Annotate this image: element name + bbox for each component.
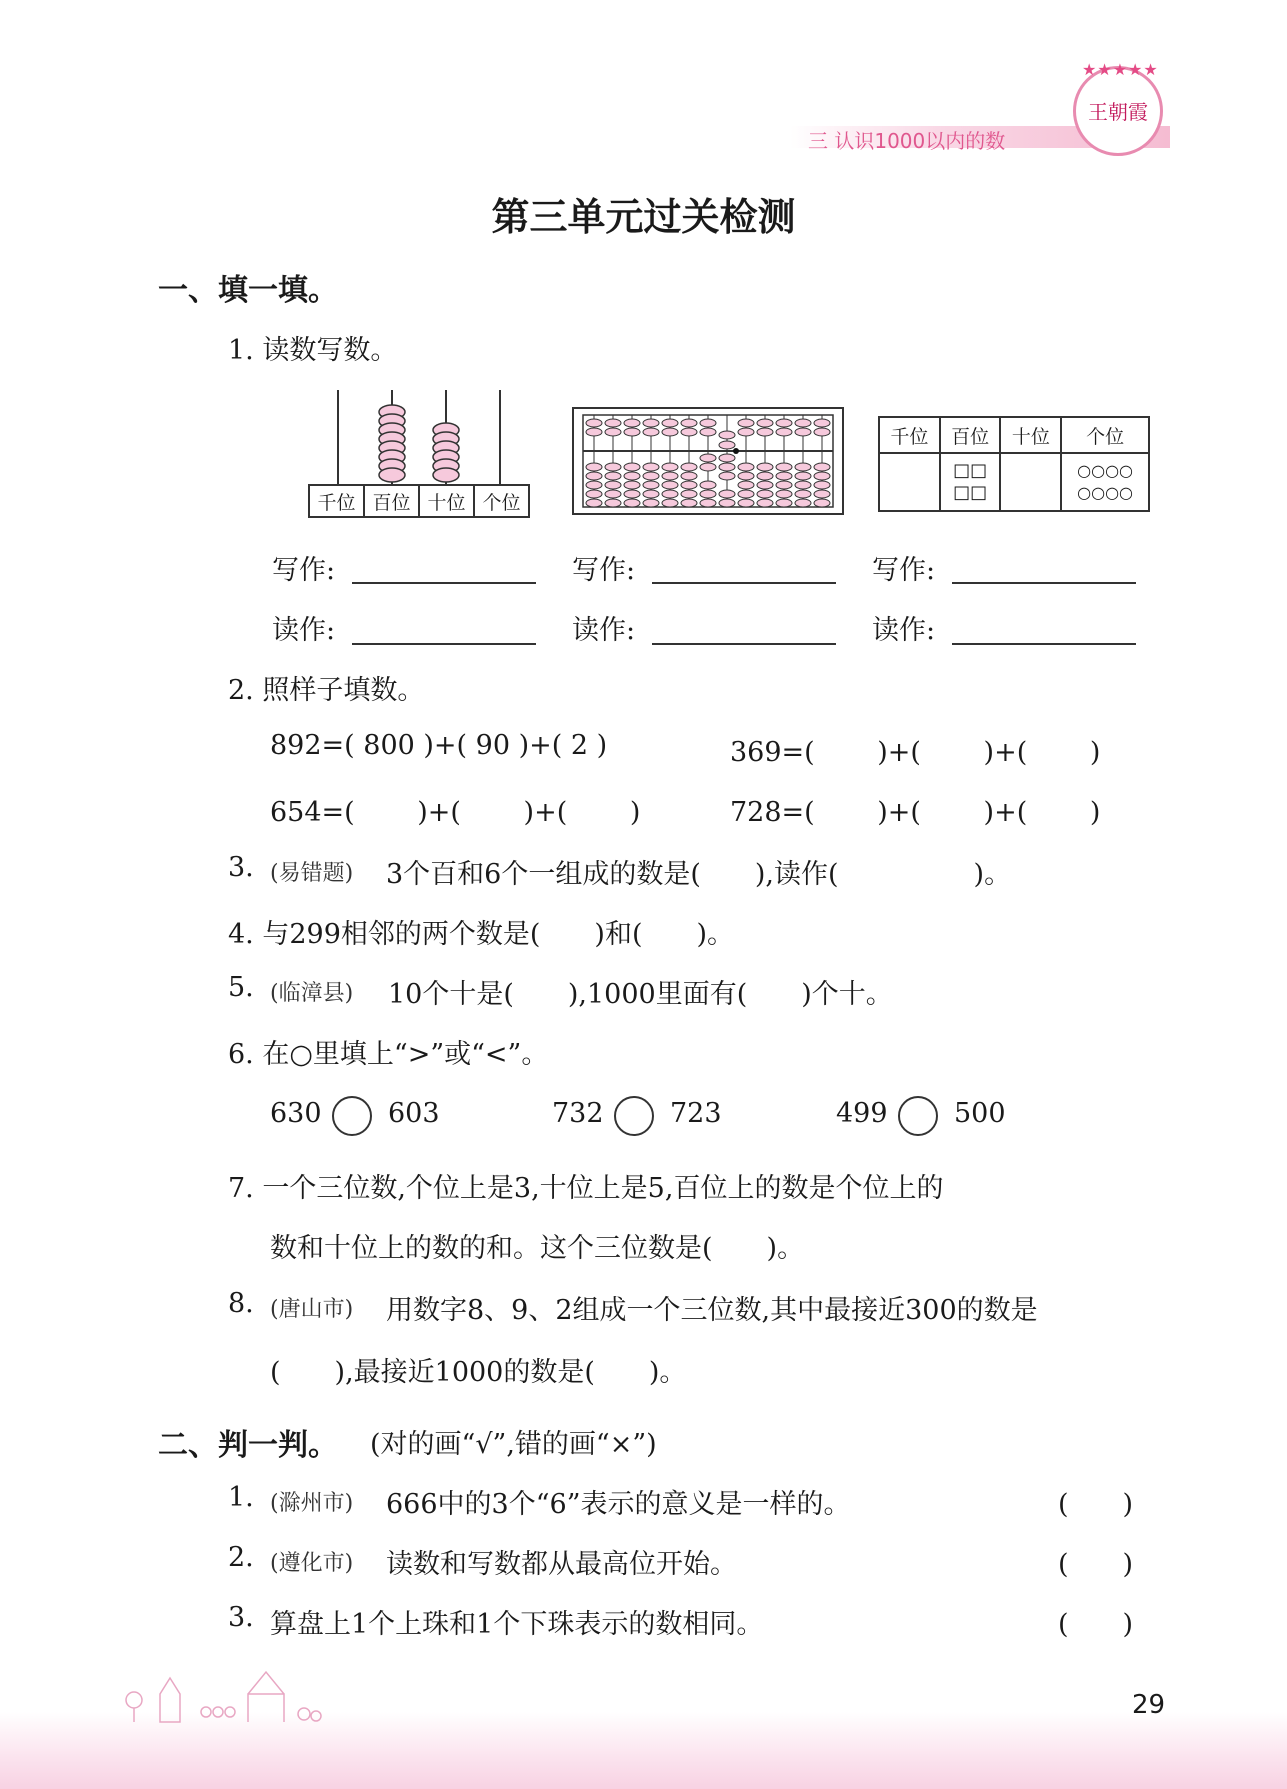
- abacus-upper-bead: [605, 419, 621, 427]
- q3-number: 3.: [228, 852, 254, 883]
- abacus-upper-bead: [643, 428, 659, 436]
- abacus-lower-bead: [624, 490, 640, 498]
- abacus-lower-bead: [738, 472, 754, 480]
- abacus-lower-bead: [738, 499, 754, 507]
- pv-header-tens: 十位: [1000, 417, 1061, 453]
- label-ones: 个位: [474, 485, 529, 517]
- abacus-lower-bead: [776, 463, 792, 471]
- abacus-upper-bead: [681, 419, 697, 427]
- abacus-lower-bead: [681, 499, 697, 507]
- q1-label: 1. 读数写数。: [228, 335, 398, 366]
- abacus-lower-bead: [643, 490, 659, 498]
- logo-stars: ★★★★★: [1082, 60, 1159, 79]
- abacus-upper-bead: [643, 419, 659, 427]
- abacus-upper-bead: [681, 428, 697, 436]
- label-thousands: 千位: [309, 485, 364, 517]
- compare-circle-1[interactable]: [332, 1096, 372, 1136]
- judge-2-text: 读数和写数都从最高位开始。: [386, 1549, 737, 1580]
- abacus-lower-bead: [814, 490, 830, 498]
- abacus-lower-bead: [700, 481, 716, 489]
- abacus-lower-bead: [586, 463, 602, 471]
- q8-line2[interactable]: ( ),最接近1000的数是( )。: [270, 1357, 687, 1388]
- section2-instruction: (对的画“√”,错的画“×”): [370, 1429, 657, 1460]
- abacus-lower-bead: [795, 472, 811, 480]
- abacus-lower-bead: [719, 463, 735, 471]
- label-hundreds: 百位: [364, 485, 419, 517]
- judge-1-answer[interactable]: ( ): [1058, 1489, 1134, 1520]
- abacus-upper-bead: [795, 419, 811, 427]
- abacus-lower-bead: [586, 481, 602, 489]
- abacus-lower-bead: [605, 472, 621, 480]
- abacus-lower-bead: [795, 481, 811, 489]
- abacus-lower-bead: [757, 481, 773, 489]
- footer-decoration: [120, 1664, 340, 1724]
- label-tens: 十位: [419, 485, 474, 517]
- abacus-lower-bead: [586, 499, 602, 507]
- q2-line-369[interactable]: 369=( )+( )+( ): [730, 737, 1101, 768]
- abacus-upper-bead: [795, 428, 811, 436]
- abacus-lower-bead: [738, 490, 754, 498]
- judge-2-tag: (遵化市): [270, 1551, 354, 1576]
- q2-label: 2. 照样子填数。: [228, 675, 425, 706]
- abacus-lower-bead: [624, 463, 640, 471]
- judge-1-tag: (滁州市): [270, 1491, 354, 1516]
- compare-2-right: 723: [670, 1098, 722, 1129]
- q2-line-654[interactable]: 654=( )+( )+( ): [270, 797, 641, 828]
- abacus-lower-bead: [681, 463, 697, 471]
- abacus-lower-bead: [624, 481, 640, 489]
- abacus-lower-bead: [643, 463, 659, 471]
- counting-frame-labels: [308, 484, 530, 518]
- page-title: 第三单元过关检测: [491, 195, 796, 239]
- abacus-lower-bead: [776, 481, 792, 489]
- abacus-lower-bead: [814, 472, 830, 480]
- abacus-upper-bead: [662, 428, 678, 436]
- abacus-lower-bead: [681, 481, 697, 489]
- abacus-lower-bead: [795, 490, 811, 498]
- abacus-upper-bead: [776, 428, 792, 436]
- abacus-lower-bead: [719, 490, 735, 498]
- q7-line1: 7. 一个三位数,个位上是3,十位上是5,百位上的数是个位上的: [228, 1173, 944, 1204]
- judge-3-answer[interactable]: ( ): [1058, 1609, 1134, 1640]
- read-label-2: 读作:: [572, 615, 636, 646]
- judge-3-number: 3.: [228, 1602, 254, 1633]
- abacus-lower-bead: [605, 463, 621, 471]
- abacus-lower-bead: [662, 481, 678, 489]
- abacus-lower-bead: [738, 463, 754, 471]
- write-blank-2[interactable]: [652, 582, 836, 584]
- write-blank-3[interactable]: [952, 582, 1136, 584]
- q5-tag: (临漳县): [270, 981, 354, 1006]
- abacus-lower-bead: [776, 499, 792, 507]
- section1-heading: 一、填一填。: [158, 273, 338, 308]
- abacus-lower-bead: [814, 499, 830, 507]
- abacus-lower-bead: [662, 463, 678, 471]
- abacus-lower-bead: [776, 472, 792, 480]
- abacus-lower-bead: [757, 463, 773, 471]
- abacus-lower-bead: [700, 499, 716, 507]
- q2-line-728[interactable]: 728=( )+( )+( ): [730, 797, 1101, 828]
- abacus-lower-bead: [719, 472, 735, 480]
- judge-2-number: 2.: [228, 1542, 254, 1573]
- abacus-upper-bead: [586, 428, 602, 436]
- abacus-lower-bead: [795, 499, 811, 507]
- abacus-lower-bead: [776, 490, 792, 498]
- abacus-lower-bead: [700, 454, 716, 462]
- abacus-lower-bead: [605, 499, 621, 507]
- abacus-upper-bead: [624, 419, 640, 427]
- abacus-lower-bead: [681, 490, 697, 498]
- read-label-3: 读作:: [872, 615, 936, 646]
- pv-cell-thousands: [879, 453, 940, 511]
- abacus-lower-bead: [757, 490, 773, 498]
- abacus-upper-bead: [738, 428, 754, 436]
- abacus-lower-bead: [605, 481, 621, 489]
- abacus-lower-bead: [719, 499, 735, 507]
- abacus-lower-bead: [662, 490, 678, 498]
- compare-1-left: 630: [270, 1098, 322, 1129]
- abacus-upper-bead: [700, 419, 716, 427]
- abacus-upper-bead: [757, 428, 773, 436]
- judge-3-text: 算盘上1个上珠和1个下珠表示的数相同。: [270, 1609, 764, 1640]
- abacus-upper-bead: [814, 428, 830, 436]
- abacus-lower-bead: [643, 481, 659, 489]
- compare-3-right: 500: [954, 1098, 1006, 1129]
- compare-1-right: 603: [388, 1098, 440, 1129]
- abacus-lower-bead: [700, 490, 716, 498]
- compare-2-left: 732: [552, 1098, 604, 1129]
- pv-cell-tens: [1000, 453, 1061, 511]
- tens-beads: [433, 423, 459, 482]
- q5-number: 5.: [228, 972, 254, 1003]
- abacus-upper-bead: [662, 419, 678, 427]
- abacus-upper-bead: [605, 428, 621, 436]
- read-blank-3[interactable]: [952, 643, 1136, 645]
- q8-number: 8.: [228, 1288, 254, 1319]
- abacus-lower-bead: [757, 499, 773, 507]
- hundreds-beads: [379, 405, 405, 482]
- abacus-lower-bead: [795, 463, 811, 471]
- pv-header-ones: 个位: [1061, 417, 1149, 453]
- read-label-1: 读作:: [272, 615, 336, 646]
- abacus-lower-bead: [624, 472, 640, 480]
- q6-text: 6. 在○里填上“>”或“<”。: [228, 1039, 549, 1070]
- pv-cell-hundreds: □□ □□: [940, 453, 1001, 511]
- logo-text: 王朝霞: [1088, 100, 1148, 124]
- q5-text[interactable]: 10个十是( ),1000里面有( )个十。: [388, 979, 893, 1010]
- abacus-lower-bead: [586, 472, 602, 480]
- place-value-chart: [878, 416, 1150, 512]
- q7-line2[interactable]: 数和十位上的数的和。这个三位数是( )。: [270, 1233, 805, 1264]
- abacus-lower-bead: [719, 454, 735, 462]
- judge-1-number: 1.: [228, 1482, 254, 1513]
- judge-2-answer[interactable]: ( ): [1058, 1549, 1134, 1580]
- pv-cell-ones: ○○○○ ○○○○: [1061, 453, 1149, 511]
- abacus-lower-bead: [643, 499, 659, 507]
- abacus-upper-bead: [738, 419, 754, 427]
- abacus-upper-bead: [719, 431, 735, 439]
- abacus-lower-bead: [586, 490, 602, 498]
- abacus-upper-bead: [757, 419, 773, 427]
- abacus-figure: [572, 407, 844, 515]
- q8-line1: 用数字8、9、2组成一个三位数,其中最接近300的数是: [386, 1295, 1038, 1326]
- abacus-upper-bead: [624, 428, 640, 436]
- page-number: 29: [1132, 1690, 1166, 1720]
- q3-tag: (易错题): [270, 861, 354, 886]
- abacus-upper-bead: [776, 419, 792, 427]
- judge-1-text: 666中的3个“6”表示的意义是一样的。: [386, 1489, 851, 1520]
- abacus-lower-bead: [757, 472, 773, 480]
- read-blank-2[interactable]: [652, 643, 836, 645]
- abacus-upper-bead: [700, 428, 716, 436]
- abacus-lower-bead: [681, 472, 697, 480]
- abacus-lower-bead: [814, 463, 830, 471]
- read-blank-1[interactable]: [352, 643, 536, 645]
- abacus-lower-bead: [738, 481, 754, 489]
- write-label-2: 写作:: [572, 555, 636, 586]
- abacus-lower-bead: [605, 490, 621, 498]
- section2-heading: 二、判一判。: [158, 1428, 338, 1463]
- compare-circle-2[interactable]: [614, 1096, 654, 1136]
- abacus-upper-bead: [814, 419, 830, 427]
- compare-3-left: 499: [836, 1098, 888, 1129]
- abacus-lower-bead: [624, 499, 640, 507]
- pv-header-thousands: 千位: [879, 417, 940, 453]
- abacus-lower-bead: [662, 499, 678, 507]
- abacus-upper-bead: [586, 419, 602, 427]
- q8-tag: (唐山市): [270, 1297, 354, 1322]
- abacus-unit-dot: [733, 448, 739, 454]
- q3-text[interactable]: 3个百和6个一组成的数是( ),读作( )。: [386, 859, 1012, 890]
- abacus-lower-bead: [662, 472, 678, 480]
- abacus-lower-bead: [700, 463, 716, 471]
- write-blank-1[interactable]: [352, 582, 536, 584]
- write-label-3: 写作:: [872, 555, 936, 586]
- abacus-lower-bead: [643, 472, 659, 480]
- q4-text[interactable]: 4. 与299相邻的两个数是( )和( )。: [228, 919, 735, 950]
- q2-line-892: 892=( 800 )+( 90 )+( 2 ): [270, 730, 608, 761]
- abacus-upper-bead: [719, 441, 735, 449]
- write-label-1: 写作:: [272, 555, 336, 586]
- pv-header-hundreds: 百位: [940, 417, 1001, 453]
- compare-circle-3[interactable]: [898, 1096, 938, 1136]
- abacus-lower-bead: [814, 481, 830, 489]
- chapter-header: 三 认识1000以内的数: [808, 129, 1006, 153]
